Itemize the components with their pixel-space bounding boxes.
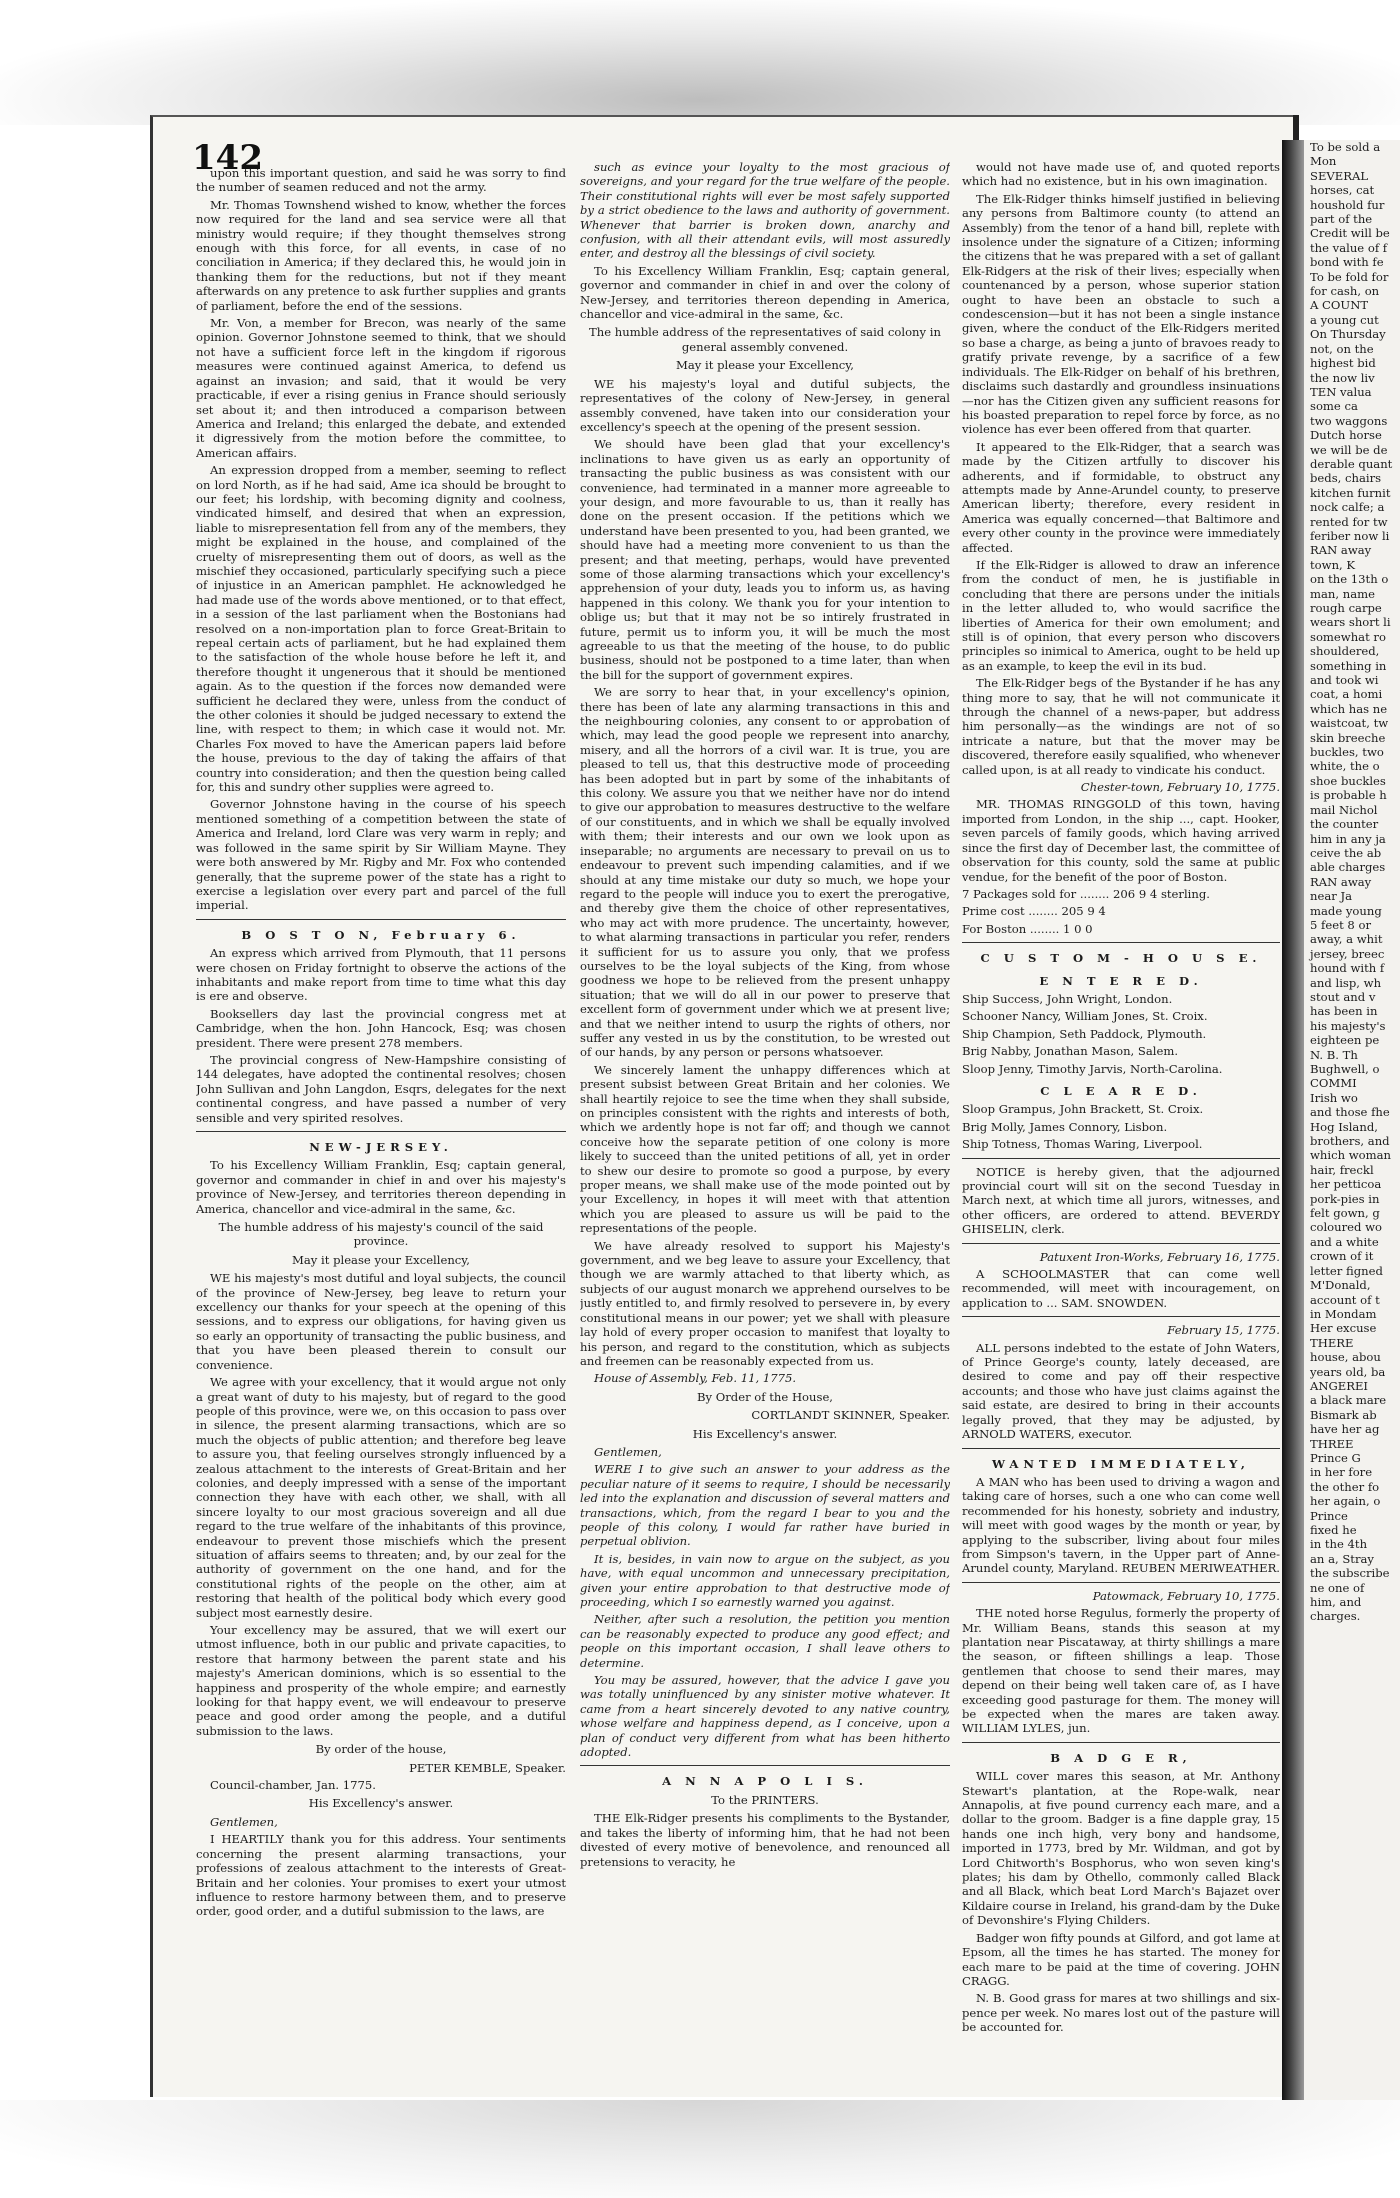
paragraph: May it please your Excellency,	[676, 358, 854, 373]
facing-page-text-fragment: eighteen pe	[1310, 1033, 1380, 1048]
custom-house-heading: C U S T O M - H O U S E.	[980, 951, 1262, 966]
ship-entry: Ship Champion, Seth Paddock, Plymouth.	[962, 1026, 1207, 1041]
column-3	[962, 160, 1280, 2060]
paragraph: By Order of the House,	[697, 1389, 833, 1404]
facing-page-text-fragment: horses, cat	[1310, 183, 1375, 198]
facing-page-text-fragment: highest bid	[1310, 356, 1376, 371]
dateline-annapolis: A N N A P O L I S.	[662, 1774, 868, 1789]
facing-page-text-fragment: Bismark ab	[1310, 1407, 1377, 1422]
facing-page-text-fragment: town, K	[1310, 557, 1356, 572]
paragraph: would not have made use of, and quoted reports which had no existence, but in his own imagination.	[962, 160, 1280, 189]
paragraph: Booksellers day last the provincial congress met at Cambridge, when the hon. John Hancock, Esq; was chosen president. There were present 278 members.	[196, 1006, 566, 1050]
facing-page-text-fragment: coloured wo	[1310, 1220, 1383, 1235]
advertisement: WILL cover mares this season, at Mr. Anthony Stewart's plantation, at the Rope-walk, near Annapolis, at five pound currency each mare, and a dollar to the groom. Badger is a fine dapple gray, 15 hands one inch high, very bony and handsome, imported in 1773, bred by Mr. Wildman, and got by Lord Chitworth's Bosphorus, who won seven king's plates; his dam by Othello, commonly called Black and all Black, which beat Lord March's Bajazet over Kildaire course in Ireland, his grand-dam by the Duke of Devonshire's Flying Childers.	[962, 1769, 1280, 1928]
facing-page-text-fragment: waistcoat, tw	[1310, 716, 1389, 731]
facing-page-text-fragment: jersey, breec	[1310, 946, 1385, 961]
paragraph: An express which arrived from Plymouth, that 11 persons were chosen on Friday fortnight to observe the actions of the inhabitants and make report from time to time what this day is ere and observe.	[196, 946, 566, 1004]
facing-page-text-fragment: Her excuse	[1310, 1321, 1377, 1336]
facing-page-text-fragment: somewhat ro	[1310, 629, 1386, 644]
paragraph: His Excellency's answer.	[692, 1426, 838, 1441]
facing-page-text-fragment: brothers, and	[1310, 1134, 1390, 1149]
paragraph: If the Elk-Ridger is allowed to draw an inference from the conduct of men, he is justifiable in concluding that there are persons under the initials in the letter alluded to, who would sacrifice the liberties of America for their own emolument; and still is of opinion, that every person who discovers principles so inimical to America, ought to be held up as an example, to keep the evil in its bud.	[962, 557, 1280, 673]
facing-page-text-fragment: fixed he	[1310, 1523, 1357, 1537]
facing-page-text-fragment: A COUNT	[1310, 298, 1369, 313]
advertisement: N. B. Good grass for mares at two shillings and six-pence per week. No mares lost out of the pasture will be accounted for.	[962, 1991, 1280, 2035]
facing-page-text-fragment: rough carpe	[1310, 601, 1382, 615]
advertisement: NOTICE is hereby given, that the adjourned provincial court will sit on the second Tuesday in March next, at which time all jurors, witnesses, and other officers, are ordered to attend. BEVERDY GHISELIN, clerk.	[962, 1164, 1280, 1237]
facing-page-text-fragment: Dutch horse	[1310, 428, 1382, 443]
paragraph: CORTLANDT SKINNER, Speaker.	[751, 1408, 950, 1423]
facing-page-text-fragment: near Ja	[1310, 889, 1353, 904]
facing-page-text-fragment: his majesty's	[1310, 1018, 1386, 1033]
paragraph: The humble address of his majesty's council of the said province.	[218, 1220, 544, 1249]
facing-page-text-fragment: Mon	[1310, 154, 1337, 169]
paragraph: We agree with your excellency, that it would argue not only a great want of duty to his majesty, but of regard to the good people of this province, were we, on this occasion to pass over in silence, the present alarming transactions, which are so much the objects of public attention; and therefore beg leave to assure you, that feeling ourselves strongly influenced by a zealous attachment to the interests of Great-Britain and her colonies, and deeply impressed with a sense of the important connection they have with each other, we shall, with all sincere loyalty to our most gracious sovereign and all due regard to the true welfare of the inhabitants of this province, endeavour to prevent those mischiefs which the present situation of affairs seems to threaten; and, by our zeal for the authority of government on the one hand, and for the constitutional rights of the people on the other, aim at restoring that health of the political body which every good subject most earnestly desire.	[196, 1375, 566, 1620]
facing-page-text-fragment: her again, o	[1310, 1494, 1381, 1509]
facing-page-text-fragment: and lisp, wh	[1310, 975, 1382, 990]
facing-page-text-fragment: hound with f	[1310, 961, 1385, 976]
ship-entry: Ship Success, John Wright, London.	[962, 991, 1173, 1006]
paragraph: We are sorry to hear that, in your excellency's opinion, there has been of late any alarming transactions in this and the neighbouring colonies, any consent to or approbation of which, may lead the good people we represent into anarchy, misery, and all the horrors of a civil war. It is true, you are pleased to tell us, that this destructive mode of proceeding has been adopted but in part by some of the inhabitants of this colony. We assure you that we neither have nor do intend to give our approbation to measures destructive to the welfare of our constituents, and in which we shall be equally involved with them; their interests and our own we look upon as inseparable; no arguments are necessary to prevail on us to endeavour to prevent such impending calamities, and if we should at any time mistake our duty so much, we hope your regard to the people will induce you to exert the prerogative, and thereby give them the choice of other representatives, who may act with more prudence. The uncertainty, however, to what alarming transactions in particular you refer, renders it sufficient for us to assure you only, that we profess ourselves to be the loyal subjects of the King, from whose goodness we hope to be relieved from the present unhappy situation; that we will do all in our power to preserve that excellent form of government under which we at present live; and that we neither intend to usurp the rights of others, nor suffer any vested in us by the constitution, to be wrested out of our hands, by any person or persons whatsoever.	[580, 685, 950, 1060]
facing-page-text-fragment: account of t	[1310, 1292, 1380, 1307]
facing-page-text-fragment: coat, a homi	[1310, 687, 1383, 702]
facing-page-text-fragment: rented for tw	[1310, 514, 1388, 529]
facing-page-text-fragment: Irish wo	[1310, 1090, 1358, 1105]
paragraph: such as evince your loyalty to the most gracious of sovereigns, and your regard for the true welfare of the people. Their constitutional rights will ever be most safely supported by a strict obedience to the laws and authority of government. Whenever that barrier is broken down, anarchy and confusion, with all their attendant evils, will most assuredly enter, and destroy all the blessings of civil society.	[580, 160, 950, 261]
paragraph: We have already resolved to support his Majesty's government, and we beg leave to assure your Excellency, that though we are warmly attached to that liberty which, as subjects of our august monarch we apprehend ourselves to be justly entitled to, and firmly resolved to persevere in, by every constitutional means in our power; yet we shall with pleasure lay hold of every proper occasion to manifest that loyalty to his person, and regard to the constitution, which as subjects and freemen can be reasonably expected from us.	[580, 1238, 950, 1368]
paragraph: THE Elk-Ridger presents his compliments to the Bystander, and takes the liberty of informing him, that he had not been divested of every motive of benevolence, and renounced all pretensions to veracity, he	[580, 1811, 950, 1869]
facing-page-text-fragment: shoe buckles	[1310, 773, 1386, 788]
paragraph: upon this important question, and said he was sorry to find the number of seamen reduced and not the army.	[196, 166, 566, 195]
facing-page-text-fragment: On Thursday	[1310, 327, 1386, 342]
divider-rule	[580, 1765, 950, 1766]
facing-page-text-fragment: two waggons	[1310, 413, 1388, 428]
facing-page-text-fragment: shouldered,	[1310, 644, 1380, 659]
paragraph: Gentlemen,	[594, 1444, 662, 1459]
facing-page-text-fragment: bond with fe	[1310, 255, 1384, 270]
facing-page-text-fragment: crown of it	[1310, 1249, 1374, 1264]
paragraph: WE his majesty's loyal and dutiful subjects, the representatives of the colony of New-Jersey, in general assembly convened, have taken into our consideration your excellency's speech at the opening of the present session.	[580, 376, 950, 434]
paragraph: The Elk-Ridger begs of the Bystander if he has any thing more to say, that he will not communicate it through the channel of a news-paper, but address him personally—as the windings are not of so intricate a nature, but that the mover may be discovered, therefore easily squalified, who whenever called upon, is at all ready to vindicate his conduct.	[962, 676, 1280, 777]
advertisement: February 15, 1775.	[1167, 1323, 1280, 1338]
paragraph: You may be assured, however, that the advice I gave you was totally uninfluenced by any sinister motive whatever. It came from a heart sincerely devoted to any native country, whose welfare and happiness depend, as I conceive, upon a plan of conduct very different from what has been hitherto adopted.	[580, 1673, 950, 1760]
facing-page-text-fragment: letter figned	[1310, 1263, 1383, 1278]
facing-page-text-fragment: has been in	[1310, 1004, 1378, 1019]
facing-page-text-fragment: derable quant	[1310, 456, 1393, 471]
facing-page-text-fragment: a black mare	[1310, 1393, 1387, 1408]
advertisement: A SCHOOLMASTER that can come well recommended, will meet with incouragement, on application to ... SAM. SNOWDEN.	[962, 1267, 1280, 1310]
paragraph: For Boston ........ 1 0 0	[962, 921, 1093, 936]
paragraph: It appeared to the Elk-Ridger, that a search was made by the Citizen artfully to discover his adherents, and if formidable, to obstruct any attempts made by Anne-Arundel county, to preserve American liberty; therefore, every resident in America was equally concerned—that Baltimore and every other county in the province were immediately affected.	[962, 439, 1280, 555]
divider-rule	[196, 1131, 566, 1132]
column-2	[580, 160, 950, 2060]
entered-heading: E N T E R E D.	[1039, 973, 1203, 988]
ship-entry: Ship Totness, Thomas Waring, Liverpool.	[962, 1137, 1203, 1152]
advertisement: B A D G E R,	[1050, 1750, 1192, 1765]
facing-page-text-fragment: houshold fur	[1310, 197, 1385, 212]
facing-page-text-fragment: something in	[1310, 658, 1387, 673]
divider-rule	[962, 1316, 1280, 1317]
facing-page-text-fragment: is probable h	[1310, 788, 1387, 803]
facing-page-text-fragment: the other fo	[1310, 1479, 1380, 1494]
ship-entry: Sloop Grampus, John Brackett, St. Croix.	[962, 1102, 1204, 1117]
paragraph: 7 Packages sold for ........ 206 9 4 sterling.	[962, 886, 1210, 901]
facing-page-text-fragment: To be sold a	[1310, 140, 1381, 154]
cleared-heading: C L E A R E D.	[1040, 1083, 1202, 1098]
paragraph: WE his majesty's most dutiful and loyal subjects, the council of the province of New-Jersey, beg leave to return your excellency our thanks for your speech at the opening of this sessions, and to express our obligations, for having given us so early an opportunity of transacting the public business, and that you have been pleased therein to consult our convenience.	[196, 1271, 566, 1372]
paragraph: We sincerely lament the unhappy differences which at present subsist between Great Britain and her colonies. We shall heartily rejoice to see the time when they shall subside, on principles consistent with the rights and interests of both, which we ardently hope is not far off; and though we cannot conceive how the separate petition of one colony is more likely to succeed than the united petitions of all, yet in order to shew our desire to promote so good a purpose, by every proper means, we shall make use of the mode pointed out by your Excellency, in hopes it will meet with that attention which you are pleased to assure us will be paid to the representations of the people.	[580, 1062, 950, 1236]
facing-page-text-fragment: away, a whit	[1310, 932, 1383, 947]
divider-rule	[962, 942, 1280, 943]
facing-page-text-fragment: for cash, on	[1310, 284, 1380, 299]
paragraph: His Excellency's answer.	[308, 1796, 454, 1811]
advertisement: Patuxent Iron-Works, February 16, 1775.	[1039, 1249, 1280, 1264]
facing-page-text-fragment: felt gown, g	[1310, 1206, 1380, 1221]
facing-page-text-fragment: RAN away	[1310, 543, 1372, 558]
facing-page-text-fragment: ne one of	[1310, 1580, 1365, 1595]
ship-entry: Brig Nabby, Jonathan Mason, Salem.	[962, 1044, 1179, 1059]
facing-page-text-fragment: the now liv	[1310, 370, 1375, 385]
facing-page-text-fragment: not, on the	[1310, 341, 1374, 356]
facing-page-text-fragment: made young	[1310, 903, 1382, 918]
paragraph: We should have been glad that your excellency's inclinations to have given us as early an opportunity of transacting the public business as was consistent with our convenience, had terminated in a manner more agreeable to your design, and more favourable to us, than it really has done on the present occasion. If the petitions which we understand have been presented to you, had been granted, we should have had a meeting more convenient to us than the present; and that meeting, perhaps, would have prevented some of those alarming transactions which your excellency's apprehension of your duty, leads you to inform us, as having happened in this colony. We thank you for your intention to oblige us; but that it may not be so intirely frustrated in future, permit us to inform you, it will be much the most agreeable to us that the meeting of the house, to do public business, should not be postponed to a time later, than when the bill for the support of government expires.	[580, 437, 950, 682]
facing-page-text-fragment: which woman	[1310, 1148, 1392, 1163]
facing-page-text-fragment: her petticoa	[1310, 1177, 1382, 1192]
paragraph: The provincial congress of New-Hampshire consisting of 144 delegates, have adopted the continental resolves; chosen John Sullivan and John Langdon, Esqrs, delegates for the next continental congress, and have passed a number of very sensible and very spirited resolves.	[196, 1052, 566, 1125]
to-the-printers-heading: To the PRINTERS.	[711, 1792, 819, 1807]
facing-page-text-fragment: Hog Island,	[1310, 1119, 1378, 1134]
facing-page-text-fragment: part of the	[1310, 212, 1373, 227]
advertisement: Badger won fifty pounds at Gilford, and got lame at Epsom, all the times he has started. The money for each mare to be paid at the time of covering. JOHN CRAGG.	[962, 1930, 1280, 1988]
facing-page-text-fragment: some ca	[1310, 399, 1358, 414]
divider-rule	[962, 1243, 1280, 1244]
facing-page-text-fragment: man, name	[1310, 586, 1375, 601]
paragraph: To his Excellency William Franklin, Esq; captain general, governor and commander in chief in and over the colony of New-Jersey, and territories thereon depending in America, chancellor and vice-admiral in the same, &c.	[580, 263, 950, 322]
facing-page-text-fragment: COMMI	[1310, 1076, 1357, 1091]
paragraph: By order of the house,	[315, 1742, 447, 1757]
facing-page-text-fragment: white, the o	[1310, 759, 1380, 774]
facing-page-text-fragment: pork-pies in	[1310, 1191, 1380, 1206]
paragraph: Mr. Thomas Townshend wished to know, whether the forces now required for the land and sea service were all that ministry would require; if they thought themselves strong enough with this force, for all events, in case of no conciliation in America; if they declared this, he would join in thanking them for the reductions, but not if they meant afterwards on any pretence to ask further supplies and grants of parliament, before the end of the sessions.	[196, 197, 566, 313]
facing-page-text-fragment: Prince G	[1310, 1450, 1361, 1465]
page-number: 142	[192, 138, 263, 178]
facing-page-text-fragment: the subscribe	[1310, 1566, 1390, 1581]
paragraph: House of Assembly, Feb. 11, 1775.	[594, 1371, 797, 1386]
facing-page-text-fragment: Credit will be	[1310, 226, 1390, 241]
advertisement: ALL persons indebted to the estate of John Waters, of Prince George's county, lately deceased, are desired to come and pay off their respective accounts; and those who have just claims against the said estate, are desired to bring in their accounts legally proved, that they may be adjusted, by ARNOLD WATERS, executor.	[962, 1340, 1280, 1442]
facing-page-text-fragment: the value of f	[1310, 240, 1388, 255]
paragraph: The humble address of the representatives of said colony in general assembly convened.	[589, 325, 941, 354]
paragraph: Governor Johnstone having in the course of his speech mentioned something of a competition between the state of America and Ireland, lord Clare was very warm in reply; and was followed in the same spirit by Sir William Mayne. They were both answered by Mr. Rigby and Mr. Fox who contended generally, that the supreme power of the state has a right to exercise a legislation over every part and parcel of the full imperial.	[196, 797, 566, 913]
ship-entry: Brig Molly, James Connory, Lisbon.	[962, 1119, 1168, 1134]
paragraph: The Elk-Ridger thinks himself justified in believing any persons from Baltimore county (to attend an Assembly) from the tenor of a hand bill, replete with insolence under the signature of a Citizen; informing the citizens that he was prepared with a set of gallant Elk-Ridgers at the risk of their lives; especially when countenanced by a person, whose superior station ought to have been an obstacle to such a condescension—but it has not been a single instance given, where the conduct of the Elk-Ridgers merited so base a charge, as being a junto of bravoes ready to gratify private revenge, by a sacrifice of a few individuals. The Elk-Ridger on behalf of his brethren, disclaims such dastardly and groundless insinuations—nor has the Citizen given any sufficient reasons for his boasted preparation to repel force by force, as no violence has ever been offered from that quarter.	[962, 191, 1280, 437]
facing-page-text-fragment: him in any ja	[1310, 831, 1386, 846]
paragraph: MR. THOMAS RINGGOLD of this town, having imported from London, in the ship ..., capt. Hooker, seven parcels of family goods, which having arrived since the first day of December last, the committee of observation for this county, sold the same at public vendue, for the benefit of the poor of Boston.	[962, 797, 1280, 884]
facing-page-text-fragment: charges.	[1310, 1609, 1361, 1624]
paragraph: Neither, after such a resolution, the petition you mention can be reasonably expected to produce any good effect; and people on this important occasion, I shall leave others to determine.	[580, 1612, 950, 1670]
facing-page-text-fragment: skin breeche	[1310, 730, 1386, 745]
divider-rule	[196, 919, 566, 920]
facing-page-text-fragment: SEVERAL	[1310, 168, 1369, 183]
scan-top-shadow	[0, 0, 1400, 125]
ship-entry: Schooner Nancy, William Jones, St. Croix.	[962, 1009, 1208, 1024]
paragraph: An expression dropped from a member, seeming to reflect on lord North, as if he had said, Ame ica should be brought to our feet; his lordship, with becoming dignity and coolness, vindicated himself, and desired that when an expression, liable to misrepresentation fell from any of the members, they might be explained in the house, and complained of the cruelty of misrepresenting them out of doors, as well as the mischief they occasioned, particularly specifying such a piece of injustice in an American pamphlet. He acknowledged he had made use of the words above mentioned, or to that effect, in a session of the last parliament when the Bostonians had resolved on a non-importation plan to force Great-Britain to repeal certain acts of parliament, but he had explained them to the satisfaction of the whole house before he left it, and therefore thought it ungenerous that it should be mentioned again. As to the question if the forces now demanded were sufficient he declared they were, unless from the conduct of the other colonies it should be judged necessary to extend the line, with respect to them; in which case it would not. Mr. Charles Fox moved to have the American papers laid before the house, previous to the day of taking the affairs of that country into consideration; and then the question being called for, this and sundry other supplies were agreed to.	[196, 463, 566, 795]
paragraph: WERE I to give such an answer to your address as the peculiar nature of it seems to require, I should be necessarily led into the explanation and discussion of several matters and transactions, which, from the regard I bear to you and the people of this colony, I would far rather have buried in perpetual oblivion.	[580, 1462, 950, 1549]
facing-page-text-fragment: N. B. Th	[1310, 1047, 1358, 1062]
facing-page-text-fragment: him, and	[1310, 1595, 1362, 1610]
facing-page-text-fragment: Prince	[1310, 1508, 1348, 1523]
divider-rule	[962, 1158, 1280, 1159]
ship-entry: Sloop Jenny, Timothy Jarvis, North-Carolina.	[962, 1061, 1223, 1076]
facing-page-text-fragment: 5 feet 8 or	[1310, 917, 1372, 932]
facing-page-text-fragment: Bughwell, o	[1310, 1062, 1380, 1076]
facing-page-text-fragment: stout and v	[1310, 989, 1376, 1004]
facing-page-text-fragment: buckles, two	[1310, 745, 1384, 760]
advertisement: A MAN who has been used to driving a wagon and taking care of horses, such a one who can come well recommended for his honesty, sobriety and industry, will meet with good wages by the month or year, by applying to the subscriber, living about four miles from Simpson's tavern, in the Upper part of Anne-Arundel county, Maryland. REUBEN MERIWEATHER.	[962, 1474, 1280, 1576]
facing-page-text-fragment: TEN valua	[1310, 384, 1372, 399]
advertisement: WANTED IMMEDIATELY,	[992, 1456, 1250, 1471]
facing-page-text-fragment: and those fhe	[1310, 1105, 1390, 1120]
facing-page-text-fragment: nock calfe; a	[1310, 500, 1385, 515]
paragraph: Your excellency may be assured, that we will exert our utmost influence, both in our public and private capacities, to restore that harmony between the parent state and his majesty's American dominions, which is so essential to the happiness and prosperity of the whole empire; and earnestly looking for that happy event, we will endeavour to preserve peace and good order among the people, and a dutiful submission to the laws.	[196, 1623, 566, 1738]
facing-page-text-fragment: which has ne	[1310, 701, 1388, 716]
facing-page-text-fragment: beds, chairs	[1310, 471, 1382, 486]
paragraph: PETER KEMBLE, Speaker.	[409, 1760, 566, 1775]
facing-page-text-fragment: years old, ba	[1310, 1364, 1386, 1379]
divider-rule	[962, 1742, 1280, 1743]
facing-page-text-fragment: THERE	[1310, 1335, 1354, 1350]
facing-page-fragment	[1304, 140, 1400, 2100]
facing-page-text-fragment: mail Nichol	[1310, 802, 1378, 817]
facing-page-text-fragment: the counter	[1310, 817, 1379, 832]
paragraph: Chester-town, February 10, 1775.	[1080, 780, 1280, 795]
paragraph: Prime cost ........ 205 9 4	[962, 904, 1106, 919]
facing-page-text-fragment: feriber now li	[1310, 528, 1390, 543]
facing-page-text-fragment: in Mondam	[1310, 1306, 1377, 1321]
paragraph: Council-chamber, Jan. 1775.	[210, 1778, 376, 1793]
dateline-boston: B O S T O N, February 6.	[241, 927, 521, 942]
advertisement: Patowmack, February 10, 1775.	[1092, 1588, 1280, 1603]
facing-page-text-fragment: wears short li	[1310, 615, 1391, 630]
facing-page-text-fragment: we will be de	[1310, 442, 1388, 457]
facing-page-text-fragment: kitchen furnit	[1310, 485, 1391, 500]
facing-page-text-fragment: in the 4th	[1310, 1537, 1368, 1552]
facing-page-text-fragment: in her fore	[1310, 1465, 1373, 1480]
paragraph: It is, besides, in vain now to argue on the subject, as you have, with equal uncommon and unnecessary precipitation, given your entire approbation to that destructive mode of proceeding, which I so earnestly warned you against.	[580, 1551, 950, 1609]
facing-page-text-fragment: an a, Stray	[1310, 1551, 1374, 1566]
advertisement: THE noted horse Regulus, formerly the property of Mr. William Beans, stands this season at my plantation near Piscataway, at thirty shillings a mare the season, or fifteen shillings a leap. Those gentlemen that choose to send their mares, may depend on their being well taken care of, as I have exceeding good pasturage for them. The money will be expected when the mares are taken away. WILLIAM LYLES, jun.	[962, 1606, 1280, 1736]
dateline-new-jersey: NEW-JERSEY.	[309, 1140, 453, 1154]
divider-rule	[962, 1582, 1280, 1583]
paragraph: May it please your Excellency,	[292, 1252, 470, 1267]
facing-page-text-fragment: on the 13th o	[1310, 572, 1389, 587]
facing-page-text-fragment: ceive the ab	[1310, 845, 1382, 860]
paragraph: I HEARTILY thank you for this address. Your sentiments concerning the present alarming transactions, your professions of zealous attachment to the interests of Great-Britain and her colonies. Your promises to exert your utmost influence to restore harmony between them, and to preserve order, good order, and a dutiful submission to the laws, are	[196, 1832, 566, 1919]
facing-page-text-fragment: and a white	[1310, 1234, 1379, 1249]
paragraph: Gentlemen,	[210, 1814, 278, 1829]
facing-page-text-fragment: able charges	[1310, 860, 1386, 875]
column-1	[196, 160, 566, 2066]
facing-page-text-fragment: To be fold for	[1310, 269, 1389, 284]
facing-page-text-fragment: and took wi	[1310, 673, 1379, 688]
facing-page-text-fragment: THREE	[1310, 1436, 1354, 1451]
facing-page-text-fragment: ANGEREI	[1310, 1378, 1369, 1393]
facing-page-text-fragment: hair, freckl	[1310, 1162, 1374, 1177]
paragraph: To his Excellency William Franklin, Esq; captain general, governor and commander in chief in and over his majesty's province of New-Jersey, and territories thereon depending in America, chancellor and vice-admiral in the same, &c.	[196, 1158, 566, 1216]
divider-rule	[962, 1448, 1280, 1449]
facing-page-text-fragment: RAN away	[1310, 874, 1372, 889]
facing-page-text-fragment: a young cut	[1310, 312, 1379, 327]
paragraph: Mr. Von, a member for Brecon, was nearly of the same opinion. Governor Johnstone seemed to think, that we should not have a sufficient force left in the kingdom if rigorous measures were continued against America, to defend us against an invasion; and said, that it would be very practicable, if ever a rising genius in France should seriously set about it; and then introduced a comparison between America and Ireland; this enlarged the debate, and extended it digressively from the motion before the committee, to American affairs.	[196, 316, 566, 460]
scan-bottom-shadow	[0, 2100, 1400, 2198]
facing-page-text-fragment: have her ag	[1310, 1422, 1380, 1437]
facing-page-text-fragment: M'Donald,	[1310, 1278, 1371, 1293]
facing-page-text-fragment: house, abou	[1310, 1350, 1381, 1365]
book-gutter	[1282, 140, 1304, 2100]
